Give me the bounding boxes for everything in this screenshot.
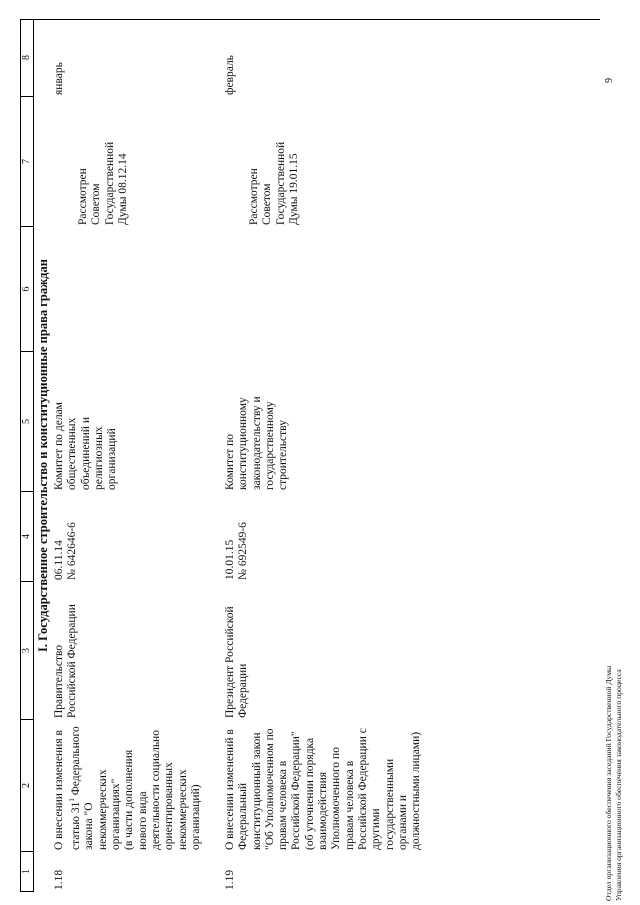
column-6-cell [53, 227, 203, 352]
col-header-2: 2 [21, 720, 33, 852]
council-status: Рассмотрен Советом Государственной Думы 08.12.14 [77, 141, 129, 225]
col-header-5: 5 [21, 352, 33, 492]
col-header-7: 7 [21, 97, 33, 227]
col-header-4: 4 [21, 492, 33, 582]
footer-department: Отдел организационного обеспечения заседаний Государственной Думы Управления организационного обеспечения законодательного процесса [604, 665, 623, 901]
responsible-committee: Комитет по конституционному законодательству и государственному строительству [224, 396, 290, 490]
col-header-1: 1 [21, 852, 33, 892]
column-number-row [21, 19, 34, 892]
row-number: 1.18 [53, 869, 65, 890]
bill-registration: 10.01.15 № 692549-6 [224, 522, 250, 580]
planned-month: январь [53, 62, 65, 95]
row-number: 1.19 [224, 869, 236, 890]
responsible-committee: Комитет по делам общественных объединений и религиозных организаций [53, 402, 119, 490]
planned-month: февраль [224, 55, 236, 95]
bill-title: О внесении изменений в Федеральный конституционный закон "Об Уполномоченном по правам человека в Российской Федерации" (об уточнении порядка взаимодействия Уполномоченного по правам человека в Российской Федерации с другими государственными органами и должностными лицами) [224, 728, 423, 850]
plan-table [20, 19, 600, 892]
col-header-8: 8 [21, 19, 33, 97]
table-row [224, 19, 423, 892]
page-number: 9 [604, 78, 615, 83]
section-title: I. Государственное строительство и конституционные права граждан [36, 259, 50, 652]
table-row [53, 19, 203, 892]
bill-title: О внесении изменения в статью $31^1$ Федерального закона "О некоммерческих организациях" (в части дополнения нового вида деятельности социально ориентированных некоммерческих организаций) [53, 726, 202, 850]
col-header-6: 6 [21, 227, 33, 352]
council-status: Рассмотрен Советом Государственной Думы 19.01.15 [248, 141, 300, 225]
col-header-3: 3 [21, 582, 33, 720]
bill-author: Президент Российской Федерации [224, 606, 250, 718]
bill-author: Правительство Российской Федерации [53, 604, 79, 718]
column-6-cell [224, 227, 423, 352]
bill-registration: 06.11.14 № 642646-6 [53, 522, 79, 580]
